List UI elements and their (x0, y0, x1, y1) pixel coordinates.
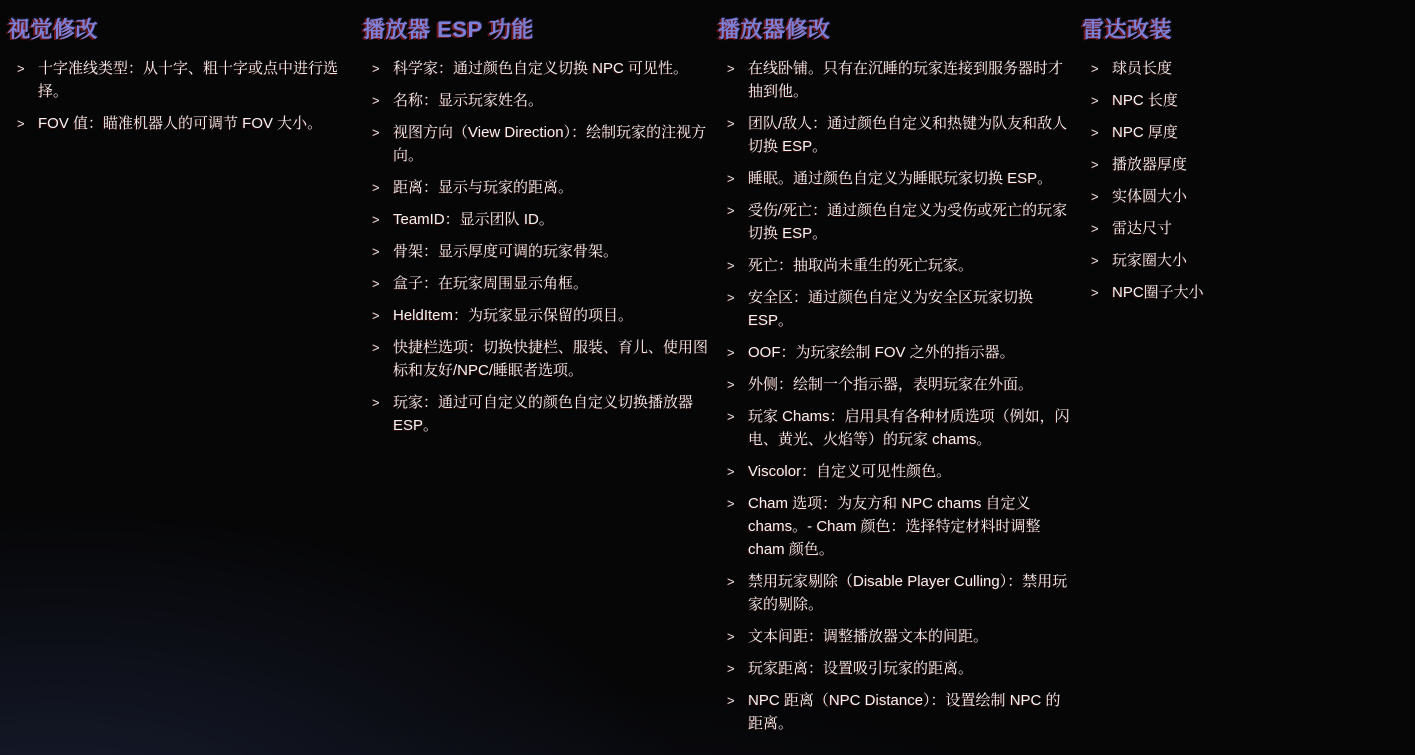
feature-text: 名称：显示玩家姓名。 (393, 92, 544, 109)
chevron-bullet-icon: > (1091, 61, 1099, 76)
feature-text: NPC圈子大小 (1112, 284, 1204, 301)
list-item (363, 176, 715, 199)
chevron-bullet-icon: > (372, 180, 380, 195)
chevron-bullet-icon: > (727, 290, 735, 305)
chevron-bullet-icon: > (1091, 285, 1099, 300)
list-item (718, 57, 1074, 103)
feature-text: 球员长度 (1112, 60, 1173, 77)
chevron-bullet-icon: > (372, 61, 380, 76)
feature-text: 受伤/死亡：通过颜色自定义为受伤或死亡的玩家切换 ESP。 (748, 202, 1068, 242)
chevron-bullet-icon: > (727, 409, 735, 424)
chevron-bullet-icon: > (727, 464, 735, 479)
chevron-bullet-icon: > (372, 276, 380, 291)
feature-text: 播放器厚度 (1112, 156, 1188, 173)
feature-text: 文本间距：调整播放器文本的间距。 (748, 628, 989, 645)
feature-text: Viscolor：自定义可见性颜色。 (748, 463, 952, 480)
list-item (1082, 153, 1408, 176)
list-item (363, 272, 715, 295)
feature-text: TeamID：显示团队 ID。 (393, 211, 554, 228)
list-item (363, 121, 715, 167)
list-item (363, 57, 715, 80)
chevron-bullet-icon: > (17, 116, 25, 131)
section-title-player-esp-features: 播放器 ESP 功能 (363, 17, 534, 42)
list-item (718, 341, 1074, 364)
chevron-bullet-icon: > (17, 61, 25, 76)
list-item (8, 57, 348, 103)
list-item (1082, 281, 1408, 304)
feature-text: 雷达尺寸 (1112, 220, 1173, 237)
feature-list-player-mods (718, 57, 1074, 735)
list-item (8, 112, 348, 135)
chevron-bullet-icon: > (1091, 253, 1099, 268)
feature-text: 实体圆大小 (1112, 188, 1188, 205)
chevron-bullet-icon: > (1091, 157, 1099, 172)
section-radar-mods (1082, 16, 1408, 313)
list-item (1082, 89, 1408, 112)
feature-text: 玩家：通过可自定义的颜色自定义切换播放器 ESP。 (393, 394, 694, 434)
feature-text: 骨架：显示厚度可调的玩家骨架。 (393, 243, 619, 260)
feature-text: 禁用玩家剔除（Disable Player Culling）：禁用玩家的剔除。 (748, 573, 1068, 613)
feature-text: NPC 厚度 (1112, 124, 1178, 141)
feature-text: 玩家距离：设置吸引玩家的距离。 (748, 660, 974, 677)
list-item (363, 391, 715, 437)
chevron-bullet-icon: > (372, 244, 380, 259)
feature-text: 距离：显示与玩家的距离。 (393, 179, 574, 196)
feature-text: 快捷栏选项：切换快捷栏、服装、育儿、使用图标和友好/NPC/睡眠者选项。 (393, 339, 709, 379)
chevron-bullet-icon: > (727, 116, 735, 131)
list-item (1082, 185, 1408, 208)
feature-text: HeldItem：为玩家显示保留的项目。 (393, 307, 634, 324)
feature-text: 在线卧铺。只有在沉睡的玩家连接到服务器时才抽到他。 (748, 60, 1064, 100)
feature-text: 睡眠。通过颜色自定义为睡眠玩家切换 ESP。 (748, 170, 1053, 187)
list-item (1082, 57, 1408, 80)
list-item (1082, 217, 1408, 240)
chevron-bullet-icon: > (1091, 93, 1099, 108)
list-item (718, 405, 1074, 451)
chevron-bullet-icon: > (727, 345, 735, 360)
list-item (1082, 121, 1408, 144)
feature-text: 玩家圈大小 (1112, 252, 1188, 269)
chevron-bullet-icon: > (372, 308, 380, 323)
list-item (718, 570, 1074, 616)
chevron-bullet-icon: > (727, 171, 735, 186)
feature-text: 盒子：在玩家周围显示角框。 (393, 275, 589, 292)
section-title-player-mods: 播放器修改 (718, 17, 831, 42)
chevron-bullet-icon: > (372, 93, 380, 108)
list-item (718, 112, 1074, 158)
chevron-bullet-icon: > (727, 693, 735, 708)
feature-text: 死亡：抽取尚未重生的死亡玩家。 (748, 257, 974, 274)
chevron-bullet-icon: > (727, 574, 735, 589)
chevron-bullet-icon: > (727, 258, 735, 273)
feature-text: NPC 距离（NPC Distance）：设置绘制 NPC 的距离。 (748, 692, 1061, 732)
feature-text: 科学家：通过颜色自定义切换 NPC 可见性。 (393, 60, 689, 77)
feature-text: NPC 长度 (1112, 92, 1178, 109)
chevron-bullet-icon: > (727, 377, 735, 392)
list-item (718, 657, 1074, 680)
chevron-bullet-icon: > (1091, 125, 1099, 140)
list-item (1082, 249, 1408, 272)
section-title-visual-mods: 视觉修改 (8, 17, 99, 42)
feature-text: OOF：为玩家绘制 FOV 之外的指示器。 (748, 344, 1015, 361)
chevron-bullet-icon: > (1091, 189, 1099, 204)
feature-text: 视图方向（View Direction）：绘制玩家的注视方向。 (393, 124, 707, 164)
section-player-mods (718, 16, 1074, 744)
chevron-bullet-icon: > (372, 212, 380, 227)
list-item (363, 208, 715, 231)
feature-list-visual-mods (8, 57, 348, 135)
list-item (718, 254, 1074, 277)
list-item (718, 460, 1074, 483)
list-item (718, 625, 1074, 648)
feature-text: 十字准线类型：从十字、粗十字或点中进行选择。 (38, 60, 339, 100)
feature-list-player-esp (363, 57, 715, 437)
chevron-bullet-icon: > (372, 125, 380, 140)
list-item (363, 240, 715, 263)
feature-text: 玩家 Chams：启用具有各种材质选项（例如，闪电、黄光、火焰等）的玩家 chams。 (748, 408, 1070, 448)
list-item (363, 89, 715, 112)
chevron-bullet-icon: > (727, 496, 735, 511)
list-item (718, 492, 1074, 561)
chevron-bullet-icon: > (727, 61, 735, 76)
list-item (363, 336, 715, 382)
section-player-esp-features (363, 16, 715, 446)
section-visual-mods (8, 16, 348, 144)
chevron-bullet-icon: > (372, 395, 380, 410)
list-item (718, 373, 1074, 396)
feature-text: 团队/敌人：通过颜色自定义和热键为队友和敌人切换 ESP。 (748, 115, 1068, 155)
list-item (718, 689, 1074, 735)
chevron-bullet-icon: > (727, 661, 735, 676)
feature-text: 外侧：绘制一个指示器，表明玩家在外面。 (748, 376, 1034, 393)
chevron-bullet-icon: > (727, 203, 735, 218)
chevron-bullet-icon: > (727, 629, 735, 644)
chevron-bullet-icon: > (372, 340, 380, 355)
feature-text: FOV 值：瞄准机器人的可调节 FOV 大小。 (38, 115, 323, 132)
list-item (718, 286, 1074, 332)
feature-list-radar-mods (1082, 57, 1408, 304)
feature-text: Cham 选项：为友方和 NPC chams 自定义 chams。- Cham 颜色：选择特定材料时调整 cham 颜色。 (748, 495, 1041, 558)
section-title-radar-mods: 雷达改装 (1082, 17, 1173, 42)
chevron-bullet-icon: > (1091, 221, 1099, 236)
list-item (363, 304, 715, 327)
list-item (718, 167, 1074, 190)
feature-text: 安全区：通过颜色自定义为安全区玩家切换 ESP。 (748, 289, 1034, 329)
list-item (718, 199, 1074, 245)
